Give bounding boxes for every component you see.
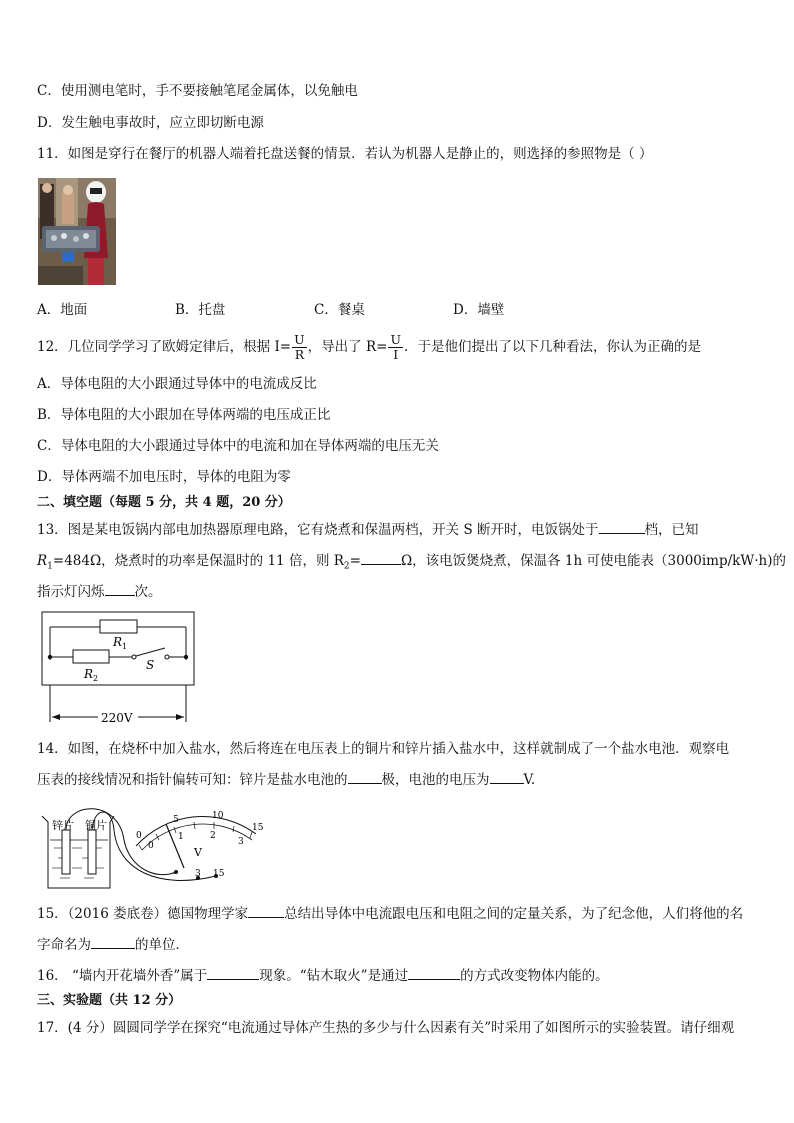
q13-line-2 xyxy=(37,552,786,576)
q15-line-1 xyxy=(37,905,743,923)
zinc-plate xyxy=(62,830,70,874)
q10-option-c: C．使用测电笔时，手不要接触笔尾金属体，以免触电 xyxy=(37,83,358,99)
fraction-denominator: R xyxy=(294,347,305,362)
q12-stem xyxy=(37,330,701,364)
q13-text: 13．图是某电饭锅内部电加热器原理电路，它有烧煮和保温两档，开关 S 断开时，电饭锅处于 xyxy=(37,522,599,538)
q12-option-d: D．导体两端不加电压时，导体的电阻为零 xyxy=(37,469,291,485)
q12-text-2: ，导出了 R= xyxy=(307,339,388,355)
voltage-label: 220V xyxy=(101,711,133,725)
q13-text: = xyxy=(349,553,361,569)
q13-text: 档，已知 xyxy=(644,522,699,538)
fraction-u-over-i xyxy=(388,333,403,362)
q16-text: 现象。“钻木取火”是通过 xyxy=(259,968,409,984)
q14-line-2 xyxy=(37,771,535,789)
terminal-negative: - xyxy=(172,869,176,879)
fraction-denominator: I xyxy=(393,347,399,362)
q12-option-a: A．导体电阻的大小跟通过导体中的电流成反比 xyxy=(37,376,317,392)
q15-text: 总结出导体中电流跟电压和电阻之间的定量关系，为了纪念他，人们将他的名 xyxy=(284,906,744,922)
r2-sub: 2 xyxy=(93,674,99,683)
q15-text: 的单位． xyxy=(135,937,189,953)
switch-s xyxy=(136,648,165,656)
terminal-3: 3 xyxy=(195,869,201,879)
meter-unit: V xyxy=(194,846,202,859)
q14-text: V. xyxy=(523,772,536,788)
answer-blank[interactable] xyxy=(361,552,401,565)
answer-blank[interactable] xyxy=(348,771,382,784)
q14-text: 压表的接线情况和指针偏转可知：锌片是盐水电池的 xyxy=(37,772,348,788)
q16-text: 16． “墙内开花墙外香”属于 xyxy=(37,968,208,984)
q15-text: 15．（2016 娄底卷）德国物理学家 xyxy=(37,906,249,922)
answer-blank[interactable] xyxy=(248,905,284,918)
r1-symbol: R xyxy=(37,553,48,569)
q11-option-b: B．托盘 xyxy=(175,302,226,318)
q15-line-2 xyxy=(37,936,189,954)
answer-blank[interactable] xyxy=(105,583,135,596)
q12-option-b: B．导体电阻的大小跟加在导体两端的电压成正比 xyxy=(37,407,331,423)
q13-text: 次。 xyxy=(134,584,162,600)
switch-label: S xyxy=(146,658,155,672)
salt-battery-voltmeter xyxy=(38,800,270,894)
q12-text-1: 12．几位同学学习了欧姆定律后，根据 I= xyxy=(37,339,292,355)
copper-plate xyxy=(88,830,96,874)
zinc-label: 锌片 xyxy=(52,819,74,832)
r1-subscript: 1 xyxy=(47,561,53,572)
q16-line xyxy=(37,967,609,985)
answer-blank[interactable] xyxy=(91,936,135,949)
outer-tick-10: 10 xyxy=(212,811,224,821)
inner-tick-2: 2 xyxy=(210,831,216,841)
q13-line-1 xyxy=(37,521,699,539)
q13-text: 指示灯闪烁 xyxy=(37,584,105,600)
answer-blank[interactable] xyxy=(490,771,524,784)
q10-option-d: D．发生触电事故时，应立即切断电源 xyxy=(37,115,264,131)
r2-label: R xyxy=(84,667,94,681)
q16-text: 的方式改变物体内能的。 xyxy=(460,968,609,984)
copper-label: 铜片 xyxy=(85,819,107,832)
inner-tick-1: 1 xyxy=(178,832,184,842)
r1-label: R xyxy=(113,635,123,649)
answer-blank[interactable] xyxy=(207,967,259,980)
q17-stem: 17．(4 分）圆圆同学学在探究“电流通过导体产生热的多少与什么因素有关”时采用了如图所示的实验装置。请仔细观 xyxy=(37,1020,735,1036)
inner-tick-0: 0 xyxy=(148,841,154,851)
outer-tick-0: 0 xyxy=(136,831,142,841)
q11-option-c: C．餐桌 xyxy=(314,302,365,318)
q11-option-a: A．地面 xyxy=(37,302,88,318)
q13-text: =484Ω，烧煮时的功率是保温时的 11 倍，则 R xyxy=(52,553,344,569)
section-2-heading: 二、填空题（每题 5 分，共 4 题，20 分） xyxy=(37,495,291,510)
terminal-15: 15 xyxy=(213,869,225,879)
q11-option-d: D．墙壁 xyxy=(453,302,505,318)
section-3-heading: 三、实验题（共 12 分） xyxy=(37,993,182,1008)
r1-sub: 1 xyxy=(122,642,128,651)
q11-stem: 11．如图是穿行在餐厅的机器人端着托盘送餐的情景．若认为机器人是静止的，则选择的参照物是（ ） xyxy=(37,146,653,162)
answer-blank[interactable] xyxy=(599,521,645,534)
q12-option-c: C．导体电阻的大小跟通过导体中的电流和加在导体两端的电压无关 xyxy=(37,438,439,454)
q13-line-3 xyxy=(37,583,162,601)
q12-text-3: ．于是他们提出了以下几种看法，你认为正确的是 xyxy=(404,339,701,355)
r2-subscript: 2 xyxy=(343,561,350,572)
resistor-r1 xyxy=(100,620,137,633)
q14-text: 极，电池的电压为 xyxy=(381,772,490,788)
q14-line-1: 14．如图，在烧杯中加入盐水，然后将连在电压表上的铜片和锌片插入盐水中，这样就制成了一个盐水电池．观察电 xyxy=(37,741,730,757)
answer-blank[interactable] xyxy=(408,967,460,980)
q13-text: Ω，该电饭煲烧煮，保温各 1h 可使电能表（3000imp/kW·h)的 xyxy=(400,553,786,569)
resistor-r2 xyxy=(73,650,109,663)
q15-text: 字命名为 xyxy=(37,937,91,953)
inner-tick-3: 3 xyxy=(238,837,244,847)
fraction-u-over-r xyxy=(292,333,307,362)
fraction-numerator: U xyxy=(390,332,401,347)
outer-tick-15: 15 xyxy=(252,823,264,833)
fraction-numerator: U xyxy=(294,332,305,347)
outer-tick-5: 5 xyxy=(173,815,179,825)
robot-photo xyxy=(38,178,116,285)
circuit-diagram xyxy=(40,610,200,728)
